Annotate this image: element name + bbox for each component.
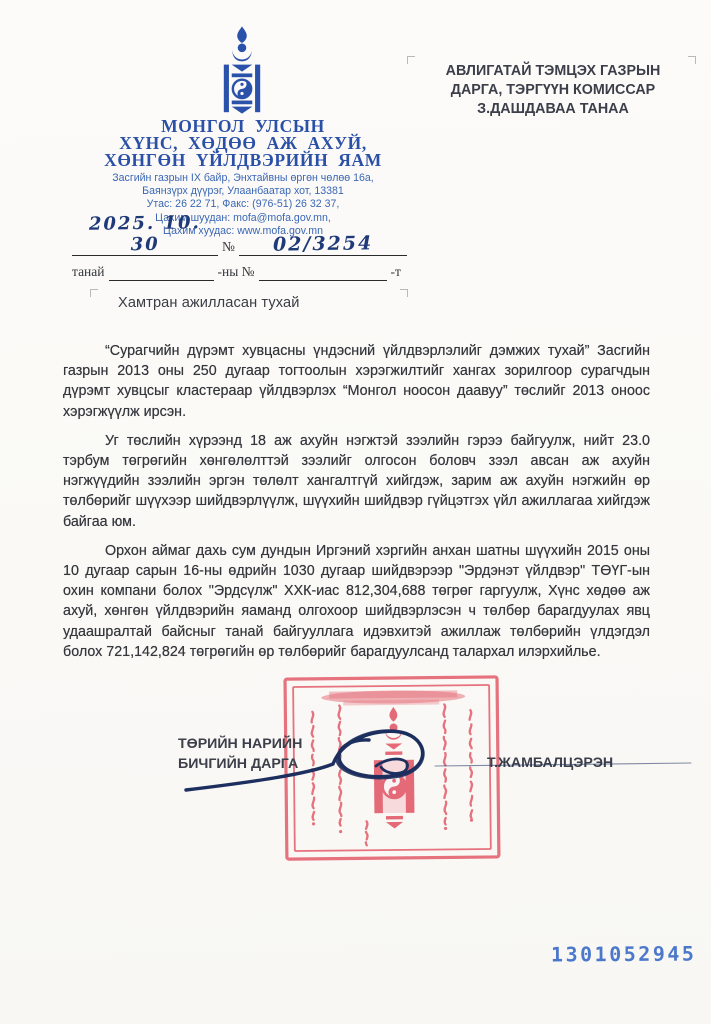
body-paragraph: Орхон аймаг дахь сум дундын Иргэний хэргийн анхан шатны шүүхийн 2015 оны 10 дугаар сарын 16-ны өдрийн 1030 дугаар шийдвэрээр "Эрдэнэт үйлдвэр" ТӨҮГ-ын охин компани болох "Эрдсүлж" ХХК-иас 812,304,688 төгрөг гаргуулж, Хүнс хөдөө аж ахуй, хөнгөн үйлдвэрийн яаманд олгохоор шийдвэрлэсэн ч төлбөр барагдуулах явц удаашралтай байсныг танай байгууллага идэвхитэй ажиллаж төлбөрийн үлдэгдэл болох 721,142,824 төгрөгийн өр төлбөрийг барагдуулсанд талархал илэрхийлье.	[63, 542, 650, 660]
ministry-name-line: ХҮНС, ХӨДӨӨ АЖ АХУЙ,	[119, 133, 367, 153]
signature-ink	[183, 724, 695, 798]
address-line: Баянзүрх дүүрэг, Улаанбаатар хот, 13381	[142, 185, 344, 198]
scan-number-stamp: 1301052945	[550, 941, 697, 967]
recipient-line: ДАРГА, ТЭРГҮҮН КОМИССАР	[450, 82, 656, 98]
recipient-line: З.ДАШДАВАА ТАНАА	[477, 101, 629, 117]
number-sign-label: №	[222, 239, 235, 254]
subject-line: Хамтран ажилласан тухай	[118, 295, 300, 311]
reference-row-yours	[72, 263, 417, 281]
body-paragraph: “Сурагчийн дүрэмт хувцасны үндэсний үйлдвэрлэлийг дэмжих тухай” Засгийн газрын 2013 оны 250 дугаар тогтоолын хэрэгжилтийг хангах зорилгоор сурагчдын дүрэмт хувцсыг кластераар үйлдвэрлэх “Монгол ноосон даавуу” төслийг 2013 оноос хэрэгжүүлж ирсэн.	[63, 343, 650, 420]
recipient-line: АВЛИГАТАЙ ТЭМЦЭХ ГАЗРЫН	[445, 63, 661, 79]
t-suffix-label: -т	[390, 264, 401, 279]
subject-corner-mark	[400, 289, 408, 297]
your-date-field	[109, 280, 214, 281]
date-field	[72, 213, 218, 256]
your-label: танай	[72, 264, 105, 279]
number-field	[239, 233, 407, 256]
ny-number-label: -ны №	[217, 264, 255, 279]
handwritten-number: 02/3254	[272, 232, 374, 256]
address-line: Цахим хуудас: www.mofa.gov.mn	[163, 224, 323, 237]
signer-name: Т.ЖАМБАЛЦЭРЭН	[487, 755, 614, 771]
signer-title-line: БИЧГИЙН ДАРГА	[178, 755, 299, 772]
ministry-name-line: ХӨНГӨН ҮЙЛДВЭРИЙН ЯАМ	[104, 150, 382, 170]
address-line: Цахим шуудан: mofa@mofa.gov.mn,	[155, 211, 331, 224]
ministry-name	[78, 118, 408, 169]
address-line: Засгийн газрын IX байр, Энхтайвны өргөн чөлөө 16а,	[112, 172, 374, 184]
address-line: Утас: 26 22 71, Факс: (976-51) 26 32 37,	[146, 198, 340, 211]
signer-title-line: ТӨРИЙН НАРИЙН	[178, 736, 303, 752]
soyombo-emblem-icon	[214, 26, 270, 120]
handwritten-date: 2025. 10. 30	[88, 212, 201, 256]
letter-body	[63, 341, 650, 671]
body-paragraph: Уг төслийн хүрээнд 18 аж ахуйн нэгжтэй зээлийн гэрээ байгуулж, нийт 23.0 тэрбум төгрөгийн хөнгөлөлттэй зээлийг олгосон боловч зээл авсан аж ахуйн нэгжүүдийн зээлийн эргэн төлөлт хангалтгүй хийгдэж, зарим аж ахуйн нэгжийн өр төлбөрийг шүүхээр шийдвэрлүүлж, шүүхийн шийдвэр гүйцэтгэх үйл ажиллагаа хийгдэж байгаа юм.	[63, 432, 650, 530]
recipient-block	[410, 62, 696, 119]
subject-corner-mark	[90, 289, 98, 297]
ministry-name-line: МОНГОЛ УЛСЫН	[161, 116, 325, 136]
your-number-field	[259, 280, 387, 281]
